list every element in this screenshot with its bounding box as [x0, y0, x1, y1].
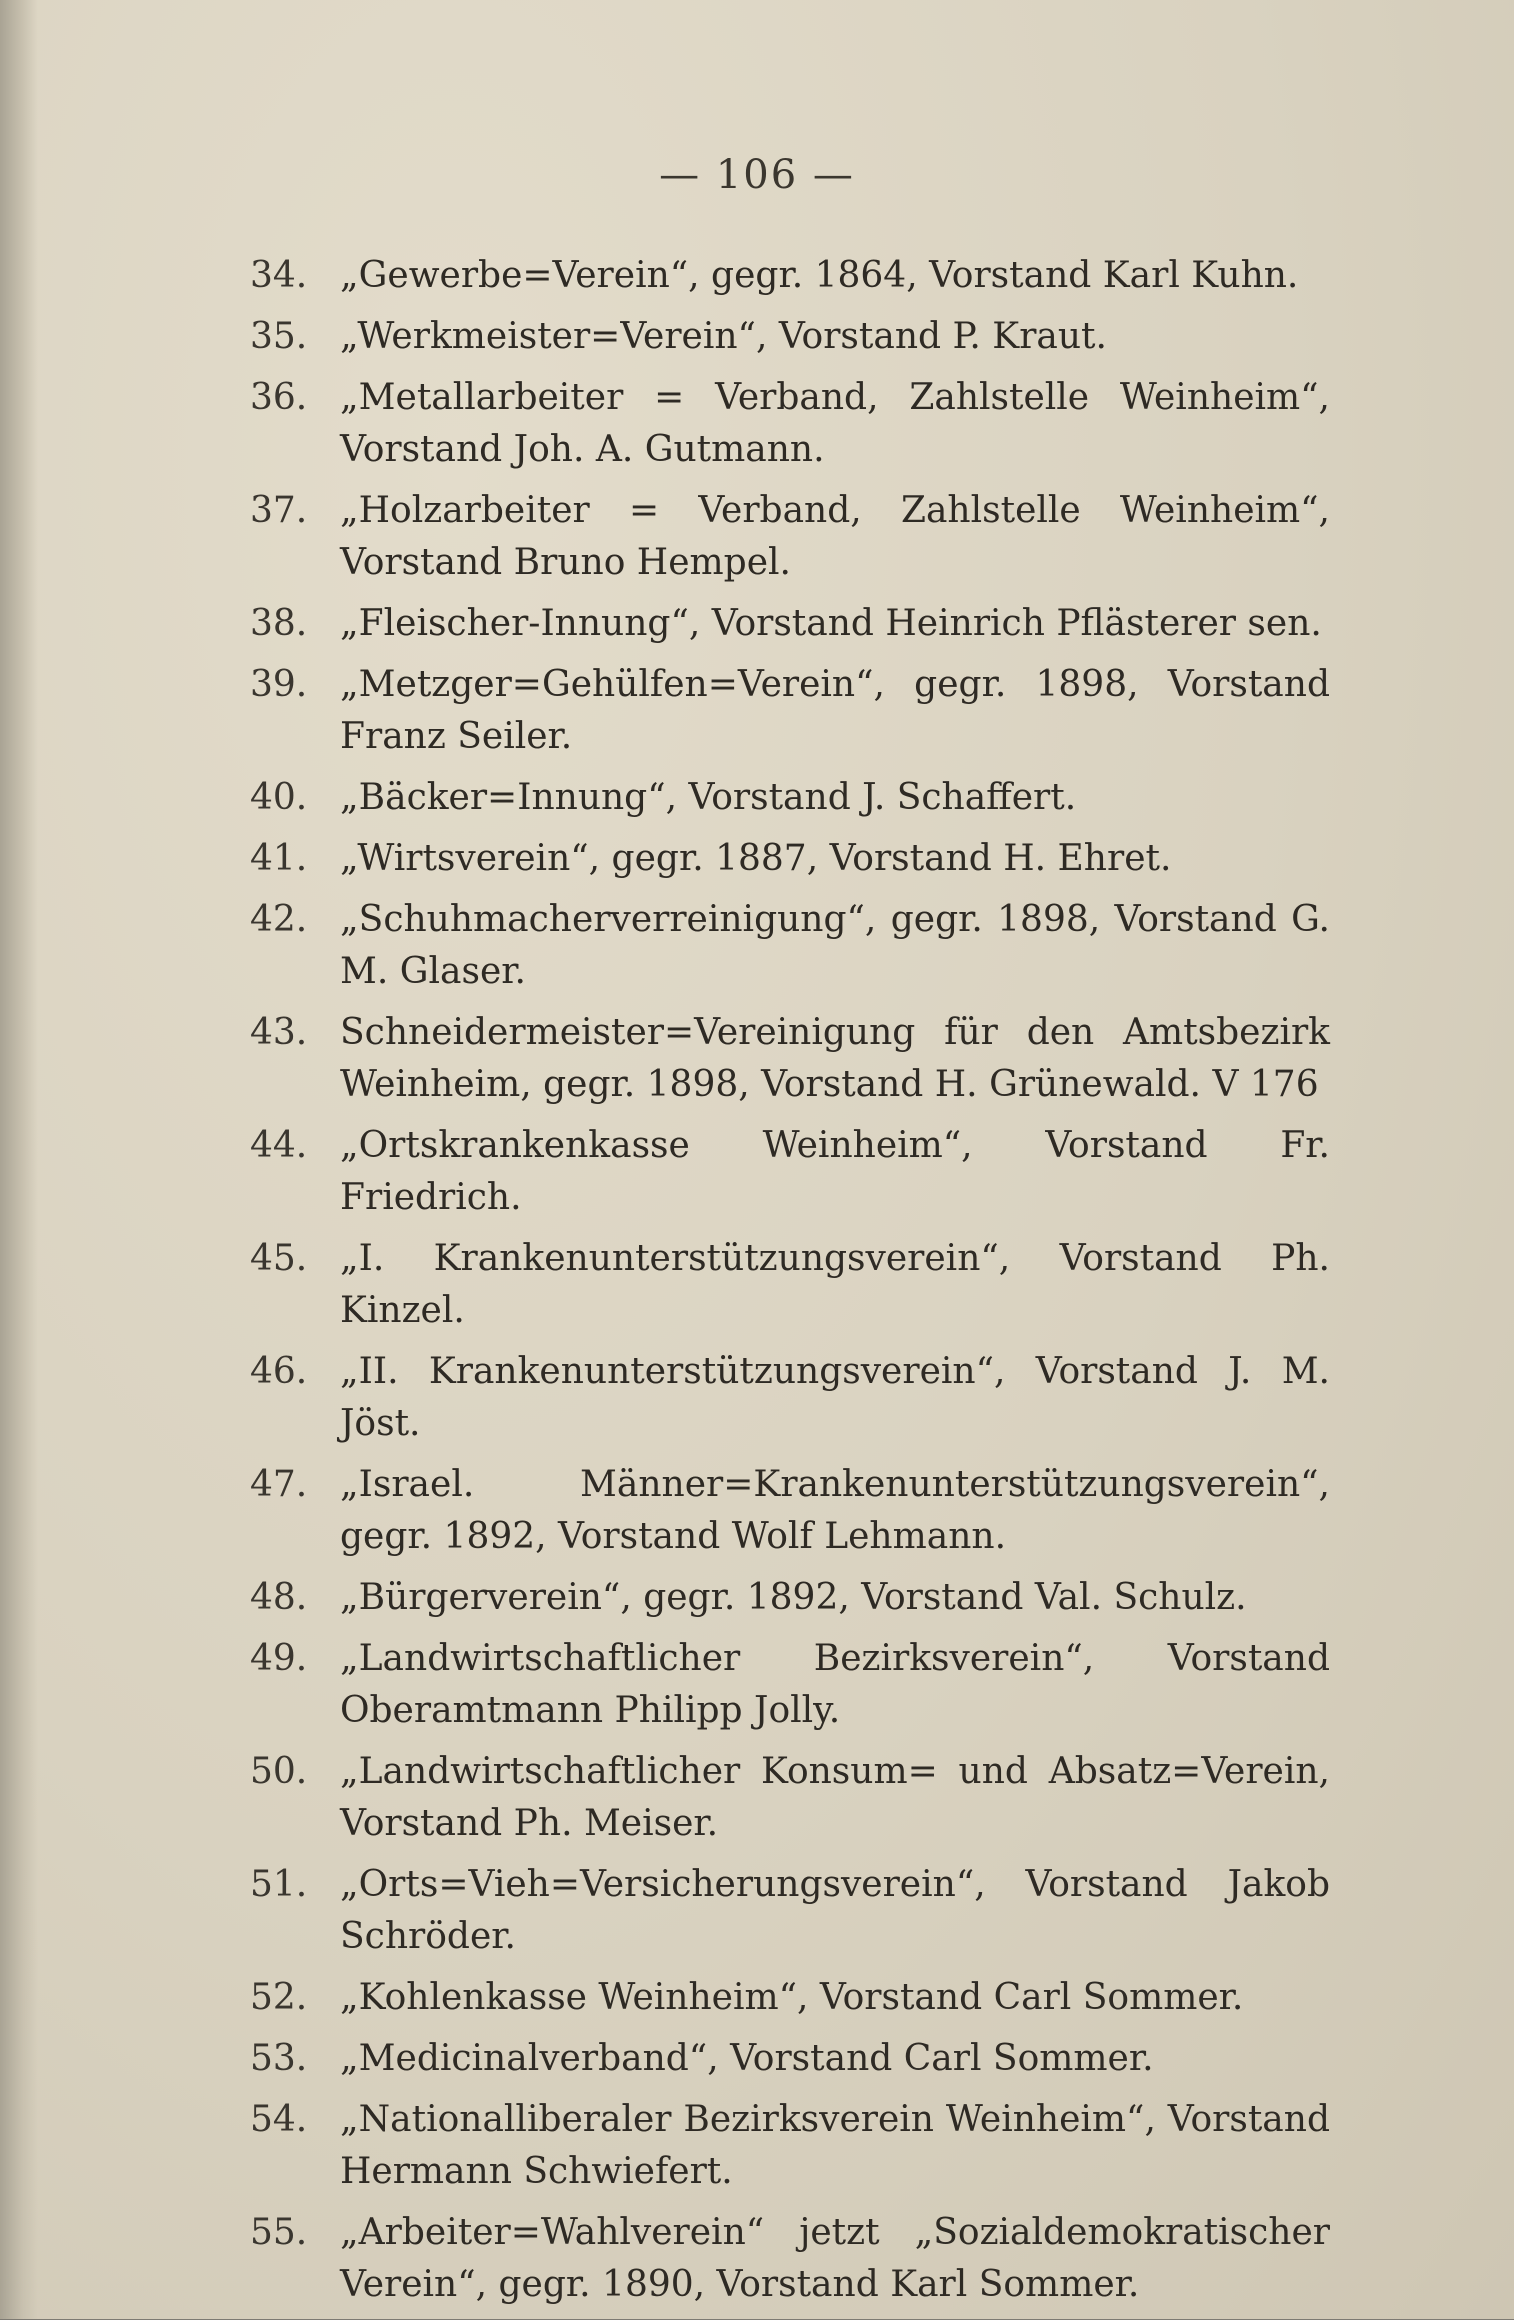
entry-text: „Orts=Vieh=Versicherungsverein“, Vorstand Jakob Schröder.: [340, 1864, 1330, 1957]
list-item: [250, 659, 1330, 763]
entry-number: 44.: [250, 1125, 308, 1166]
entry-number: 48.: [250, 1577, 308, 1618]
entry-text: „Bäcker=Innung“, Vorstand J. Schaffert.: [340, 777, 1077, 818]
page-spine-shadow: [0, 0, 38, 2319]
entry-text: „Gewerbe=Verein“, gegr. 1864, Vorstand Karl Kuhn.: [340, 255, 1299, 296]
entry-text: „Metallarbeiter = Verband, Zahlstelle Weinheim“, Vorstand Joh. A. Gutmann.: [340, 377, 1330, 470]
entry-text: „Medicinalverband“, Vorstand Carl Sommer.: [340, 2038, 1154, 2079]
list-item: [250, 894, 1330, 998]
entry-text: „Metzger=Gehülfen=Verein“, gegr. 1898, Vorstand Franz Seiler.: [340, 664, 1330, 757]
entry-number: 38.: [250, 603, 308, 644]
list-item: [250, 250, 1330, 302]
entry-number: 36.: [250, 377, 308, 418]
entry-number: 35.: [250, 316, 308, 357]
entry-number: 41.: [250, 838, 308, 879]
entry-number: 49.: [250, 1638, 308, 1679]
entry-number: 55.: [250, 2212, 308, 2253]
entry-text: „Schuhmacherverreinigung“, gegr. 1898, Vorstand G. M. Glaser.: [340, 899, 1330, 992]
entry-number: 42.: [250, 899, 308, 940]
entry-number: 52.: [250, 1977, 308, 2018]
list-item: [250, 1007, 1330, 1111]
list-item: [250, 1746, 1330, 1850]
entry-number: 53.: [250, 2038, 308, 2079]
entry-text: „Ortskrankenkasse Weinheim“, Vorstand Fr. Friedrich.: [340, 1125, 1330, 1218]
list-item: [250, 372, 1330, 476]
entry-number: 39.: [250, 664, 308, 705]
list-item: [250, 1972, 1330, 2024]
entry-number: 45.: [250, 1238, 308, 1279]
list-item: [250, 1859, 1330, 1963]
list-item: [250, 833, 1330, 885]
entry-text: „Wirtsverein“, gegr. 1887, Vorstand H. Ehret.: [340, 838, 1172, 879]
entry-text: „Landwirtschaftlicher Konsum= und Absatz=Verein, Vorstand Ph. Meiser.: [340, 1751, 1330, 1844]
entry-text: „Landwirtschaftlicher Bezirksverein“, Vorstand Oberamtmann Philipp Jolly.: [340, 1638, 1330, 1731]
page-number: — 106 —: [659, 152, 855, 198]
list-item: [250, 598, 1330, 650]
entry-text: „I. Krankenunterstützungsverein“, Vorstand Ph. Kinzel.: [340, 1238, 1330, 1331]
entry-number: 50.: [250, 1751, 308, 1792]
entry-text: „Bürgerverein“, gegr. 1892, Vorstand Val. Schulz.: [340, 1577, 1247, 1618]
list-item: [250, 772, 1330, 824]
entry-text: „Fleischer-Innung“, Vorstand Heinrich Pflästerer sen.: [340, 603, 1322, 644]
list-item: [250, 2033, 1330, 2085]
entry-text: „Werkmeister=Verein“, Vorstand P. Kraut.: [340, 316, 1107, 357]
list-item: [250, 485, 1330, 589]
list-item: [250, 1572, 1330, 1624]
list-item: [250, 1233, 1330, 1337]
entry-text: Schneidermeister=Vereinigung für den Amtsbezirk Weinheim, gegr. 1898, Vorstand H. Grünewald. V 176: [340, 1012, 1330, 1105]
entry-number: 37.: [250, 490, 308, 531]
list-item: [250, 1633, 1330, 1737]
entry-number: 40.: [250, 777, 308, 818]
entry-number: 47.: [250, 1464, 308, 1505]
list-item: [250, 2094, 1330, 2198]
list-item: [250, 311, 1330, 363]
entry-number: 46.: [250, 1351, 308, 1392]
entry-text: „Holzarbeiter = Verband, Zahlstelle Weinheim“, Vorstand Bruno Hempel.: [340, 490, 1330, 583]
entry-number: 51.: [250, 1864, 308, 1905]
entry-number: 54.: [250, 2099, 308, 2140]
entry-text: „II. Krankenunterstützungsverein“, Vorstand J. M. Jöst.: [340, 1351, 1330, 1444]
list-item: [250, 1346, 1330, 1450]
list-item: [250, 1120, 1330, 1224]
list-item: [250, 2207, 1330, 2311]
association-list: [250, 250, 1330, 2320]
entry-text: „Nationalliberaler Bezirksverein Weinheim“, Vorstand Hermann Schwiefert.: [340, 2099, 1330, 2192]
entry-number: 43.: [250, 1012, 308, 1053]
entry-number: 34.: [250, 255, 308, 296]
entry-text: „Israel. Männer=Krankenunterstützungsverein“, gegr. 1892, Vorstand Wolf Lehmann.: [340, 1464, 1330, 1557]
entry-text: „Kohlenkasse Weinheim“, Vorstand Carl Sommer.: [340, 1977, 1244, 2018]
list-item: [250, 1459, 1330, 1563]
entry-text: „Arbeiter=Wahlverein“ jetzt „Sozialdemokratischer Verein“, gegr. 1890, Vorstand Karl Sommer.: [340, 2212, 1330, 2305]
